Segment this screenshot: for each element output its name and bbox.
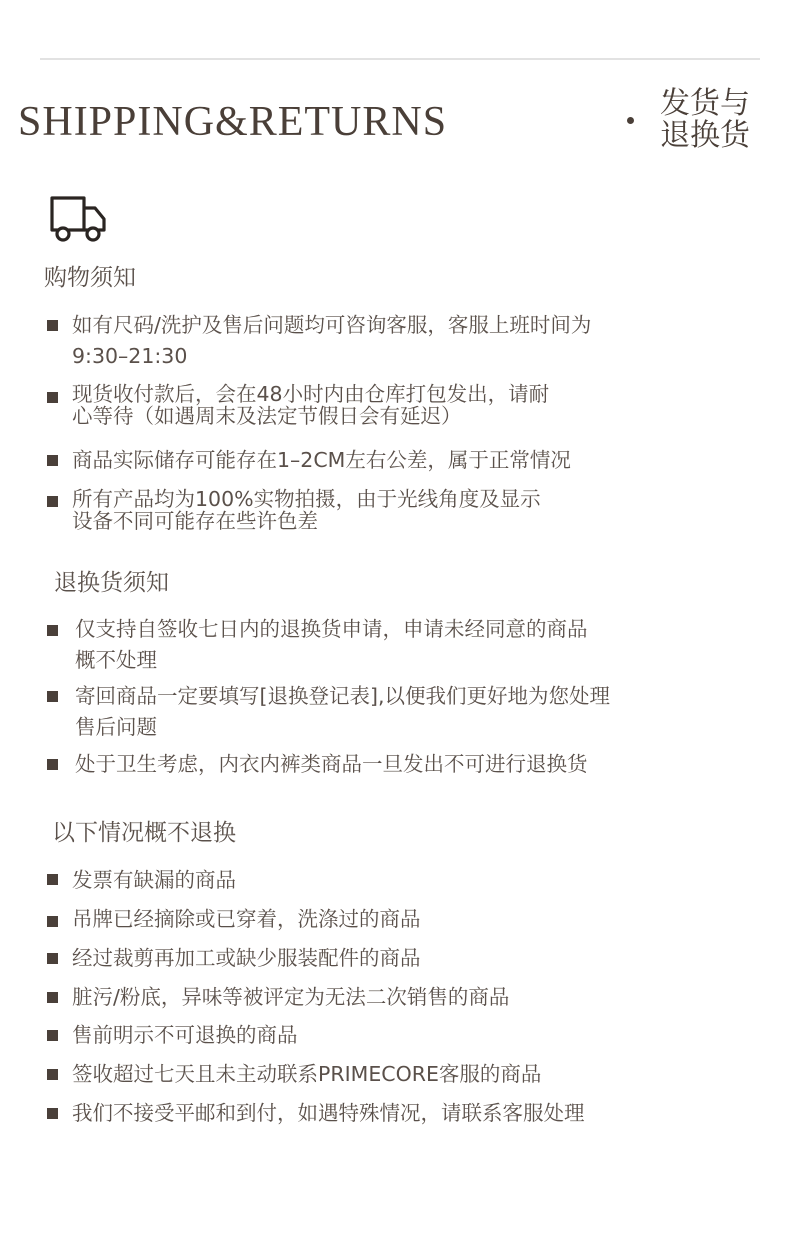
section-title-shopping-notice: 购物须知 <box>44 265 136 291</box>
list-item-text: 签收超过七天且未主动联系PRIMECORE客服的商品 <box>72 1062 542 1086</box>
list-item-text-continued: 设备不同可能存在些许色差 <box>72 509 318 533</box>
list-item-text: 现货收付款后，会在48小时内由仓库打包发出，请耐 <box>72 382 550 406</box>
list-item-text: 所有产品均为100%实物拍摄，由于光线角度及显示 <box>72 487 541 511</box>
list-item-text: 仅支持自签收七日内的退换货申请，申请未经同意的商品 <box>75 617 588 641</box>
list-item-text-continued: 售后问题 <box>75 715 157 739</box>
section-title-return-notice: 退换货须知 <box>54 570 169 596</box>
list-item-text: 处于卫生考虑，内衣内裤类商品一旦发出不可进行退换货 <box>75 752 588 776</box>
list-item-text-continued: 9:30–21:30 <box>72 344 188 368</box>
list-item-text: 经过裁剪再加工或缺少服装配件的商品 <box>72 946 421 970</box>
page-title-en: SHIPPING&RETURNS <box>18 99 448 145</box>
list-item-text: 售前明示不可退换的商品 <box>72 1023 298 1047</box>
list-item-text: 如有尺码/洗护及售后问题均可咨询客服，客服上班时间为 <box>72 313 592 337</box>
square-bullet <box>47 455 58 466</box>
list-item-text: 我们不接受平邮和到付，如遇特殊情况，请联系客服处理 <box>72 1101 585 1125</box>
square-bullet <box>47 1030 58 1041</box>
section-title-no-return-cases: 以下情况概不退换 <box>52 820 236 846</box>
square-bullet <box>47 320 58 331</box>
list-item-text-continued: 概不处理 <box>75 648 157 672</box>
square-bullet <box>47 1108 58 1119</box>
square-bullet <box>47 953 58 964</box>
list-item-text: 脏污/粉底，异味等被评定为无法二次销售的商品 <box>72 985 510 1009</box>
list-item-text: 寄回商品一定要填写[退换登记表],以便我们更好地为您处理 <box>75 684 611 708</box>
list-item-text: 商品实际储存可能存在1–2CM左右公差，属于正常情况 <box>72 448 571 472</box>
square-bullet <box>47 1069 58 1080</box>
square-bullet <box>47 759 58 770</box>
square-bullet <box>47 916 58 927</box>
list-item-text: 吊牌已经摘除或已穿着，洗涤过的商品 <box>72 907 421 931</box>
square-bullet <box>47 691 58 702</box>
page-title-cn-line1: 发货与 <box>660 86 750 121</box>
square-bullet <box>47 992 58 1003</box>
square-bullet <box>47 874 58 885</box>
square-bullet <box>47 625 58 636</box>
page-title-cn-line2: 退换货 <box>660 118 750 153</box>
list-item-text: 发票有缺漏的商品 <box>72 868 236 892</box>
list-item-text-continued: 心等待（如遇周末及法定节假日会有延迟） <box>72 404 462 428</box>
square-bullet <box>47 496 58 507</box>
square-bullet <box>47 392 58 403</box>
